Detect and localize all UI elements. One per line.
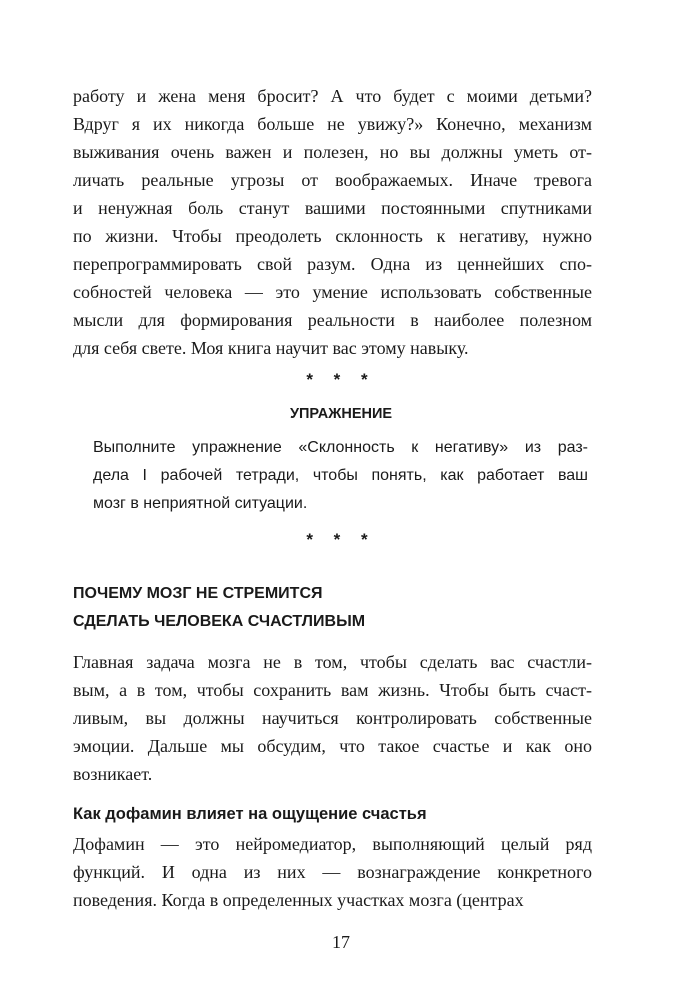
text-line: мысли для формирования реальности в наиболее полезном (73, 310, 592, 330)
text-line: собностей человека — это умение использовать собственные (73, 282, 592, 302)
text-line: по жизни. Чтобы преодолеть склонность к негативу, нужно (73, 226, 592, 246)
text-line: для себя свете. Моя книга научит вас этому навыку. (73, 338, 469, 358)
text-line: возникает. (73, 764, 153, 784)
text-line: Вдруг я их никогда больше не увижу?» Конечно, механизм (73, 114, 592, 134)
text-line: выживания очень важен и полезен, но вы должны уметь от- (73, 142, 592, 162)
text-line: личать реальные угрозы от воображаемых. Иначе тревога (73, 170, 592, 190)
text-line: функций. И одна из них — вознаграждение конкретного (73, 862, 592, 882)
section-heading (73, 580, 592, 636)
text-line: перепрограммировать свой разум. Одна из ценнейших спо- (73, 254, 592, 274)
text-line: ливым, вы должны научиться контролировать собственные (73, 708, 592, 728)
text-line: эмоции. Дальше мы обсудим, что такое счастье и как оно (73, 736, 592, 756)
section-paragraph (73, 648, 592, 788)
text-line: Дофамин — это нейромедиатор, выполняющий целый ряд (73, 834, 592, 854)
separator-stars-top: * * * (306, 370, 376, 389)
page-number: 17 (332, 932, 350, 952)
text-line: поведения. Когда в определенных участках мозга (центрах (73, 890, 524, 910)
text-line: вым, а в том, чтобы сохранить вам жизнь. Чтобы быть счаст- (73, 680, 592, 700)
separator-stars-bottom: * * * (306, 530, 376, 549)
text-line: дела I рабочей тетради, чтобы понять, как работает ваш (93, 467, 588, 484)
heading-line: СДЕЛАТЬ ЧЕЛОВЕКА СЧАСТЛИВЫМ (73, 613, 366, 630)
exercise-title: УПРАЖНЕНИЕ (289, 406, 393, 422)
heading-line: ПОЧЕМУ МОЗГ НЕ СТРЕМИТСЯ (73, 585, 323, 602)
paragraph-intro (73, 82, 592, 362)
text-line: мозг в неприятной ситуации. (93, 495, 308, 512)
subsection-paragraph (73, 830, 592, 914)
subsection-heading: Как дофамин влияет на ощущение счастья (73, 805, 427, 823)
text-line: Выполните упражнение «Склонность к негативу» из раз- (93, 439, 588, 456)
text-line: Главная задача мозга не в том, чтобы сделать вас счастли- (73, 652, 592, 672)
text-line: работу и жена меня бросит? А что будет с моими детьми? (73, 86, 592, 106)
text-line: и ненужная боль станут вашими постоянными спутниками (73, 198, 592, 218)
exercise-body (93, 434, 588, 518)
